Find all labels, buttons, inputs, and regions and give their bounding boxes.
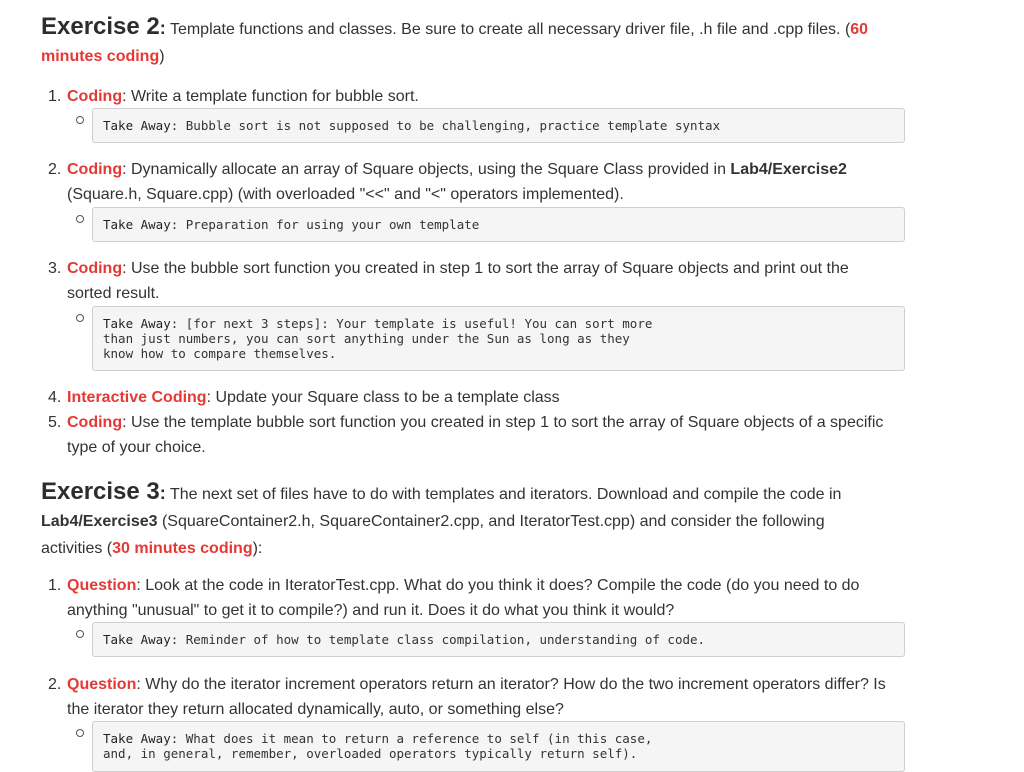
code-block: Take Away: Preparation for using your own template xyxy=(92,207,905,242)
circle-bullet-icon xyxy=(76,314,84,322)
ex3-take-away-2 xyxy=(76,721,905,770)
code-block: Take Away: Reminder of how to template class compilation, understanding of code. xyxy=(92,622,905,657)
ex2-take-away-1 xyxy=(76,108,905,143)
exercise-2-intro: Template functions and classes. Be sure to create all necessary driver file, .h file and .cpp files. ( xyxy=(165,21,851,38)
circle-bullet-icon xyxy=(76,729,84,737)
circle-bullet-icon xyxy=(76,215,84,223)
ex2-item-1: 1. Coding: Write a template function for bubble sort. xyxy=(48,88,419,105)
item-label: Question xyxy=(67,676,137,693)
exercise-3-title: Exercise 3 xyxy=(41,478,160,505)
circle-bullet-icon xyxy=(76,630,84,638)
item-label: Coding xyxy=(67,414,123,431)
ex2-item-4: 4. Interactive Coding: Update your Square class to be a template class xyxy=(48,389,560,406)
code-block: Take Away: Bubble sort is not supposed to be challenging, practice template syntax xyxy=(92,108,905,143)
exercise-3-heading: Exercise 3: The next set of files have to do with templates and iterators. Download and compile the code in Lab4/Exercise3 (SquareContainer2.h, SquareContainer2.cpp, and IteratorTest.cpp) and consider the following activities (30 minutes coding): xyxy=(41,478,842,557)
ex3-item-2: 2. Question: Why do the iterator increment operators return an iterator? How do the two increment operators differ? Is the iterator they return allocated dynamically, auto, or something else? xyxy=(48,676,886,718)
ex3-item-1: 1. Question: Look at the code in IteratorTest.cpp. What do you think it does? Compile the code (do you need to do anything "unusual" to get it to compile?) and run it. Does it do what you think it would? xyxy=(48,577,860,619)
item-label: Coding xyxy=(67,260,123,277)
item-label: Interactive Coding xyxy=(67,389,207,406)
ex2-item-2: 2. Coding: Dynamically allocate an array of Square objects, using the Square Class provided in Lab4/Exercise2 (Square.h, Square.cpp) (with overloaded "<<" and "<" operators implemented). xyxy=(48,161,847,203)
circle-bullet-icon xyxy=(76,116,84,124)
ex3-take-away-1 xyxy=(76,622,905,657)
code-block: Take Away: [for next 3 steps]: Your template is useful! You can sort more than just numbers, you can sort anything under the Sun as long as they know how to compare themselves. xyxy=(92,306,905,371)
item-label: Question xyxy=(67,577,137,594)
item-label: Coding xyxy=(67,88,123,105)
ex2-take-away-3 xyxy=(76,306,905,371)
exercise-3-time: 30 minutes coding xyxy=(112,540,253,557)
exercise-2-title: Exercise 2 xyxy=(41,13,160,40)
code-block: Take Away: What does it mean to return a reference to self (in this case, and, in general, remember, overloaded operators typically return self). xyxy=(92,721,905,772)
ex2-item-3: 3. Coding: Use the bubble sort function you created in step 1 to sort the array of Square objects and print out the sorted result. xyxy=(48,260,849,302)
exercise-2-heading: Exercise 2: Template functions and classes. Be sure to create all necessary driver file, .h file and .cpp files. (60 minutes coding) xyxy=(41,13,869,65)
ex2-take-away-2 xyxy=(76,207,905,242)
ex2-item-5: 5. Coding: Use the template bubble sort function you created in step 1 to sort the array of Square objects of a specific type of your choice. xyxy=(48,414,884,456)
item-label: Coding xyxy=(67,161,123,178)
exercise-2-time: 60 minutes coding xyxy=(41,21,869,65)
